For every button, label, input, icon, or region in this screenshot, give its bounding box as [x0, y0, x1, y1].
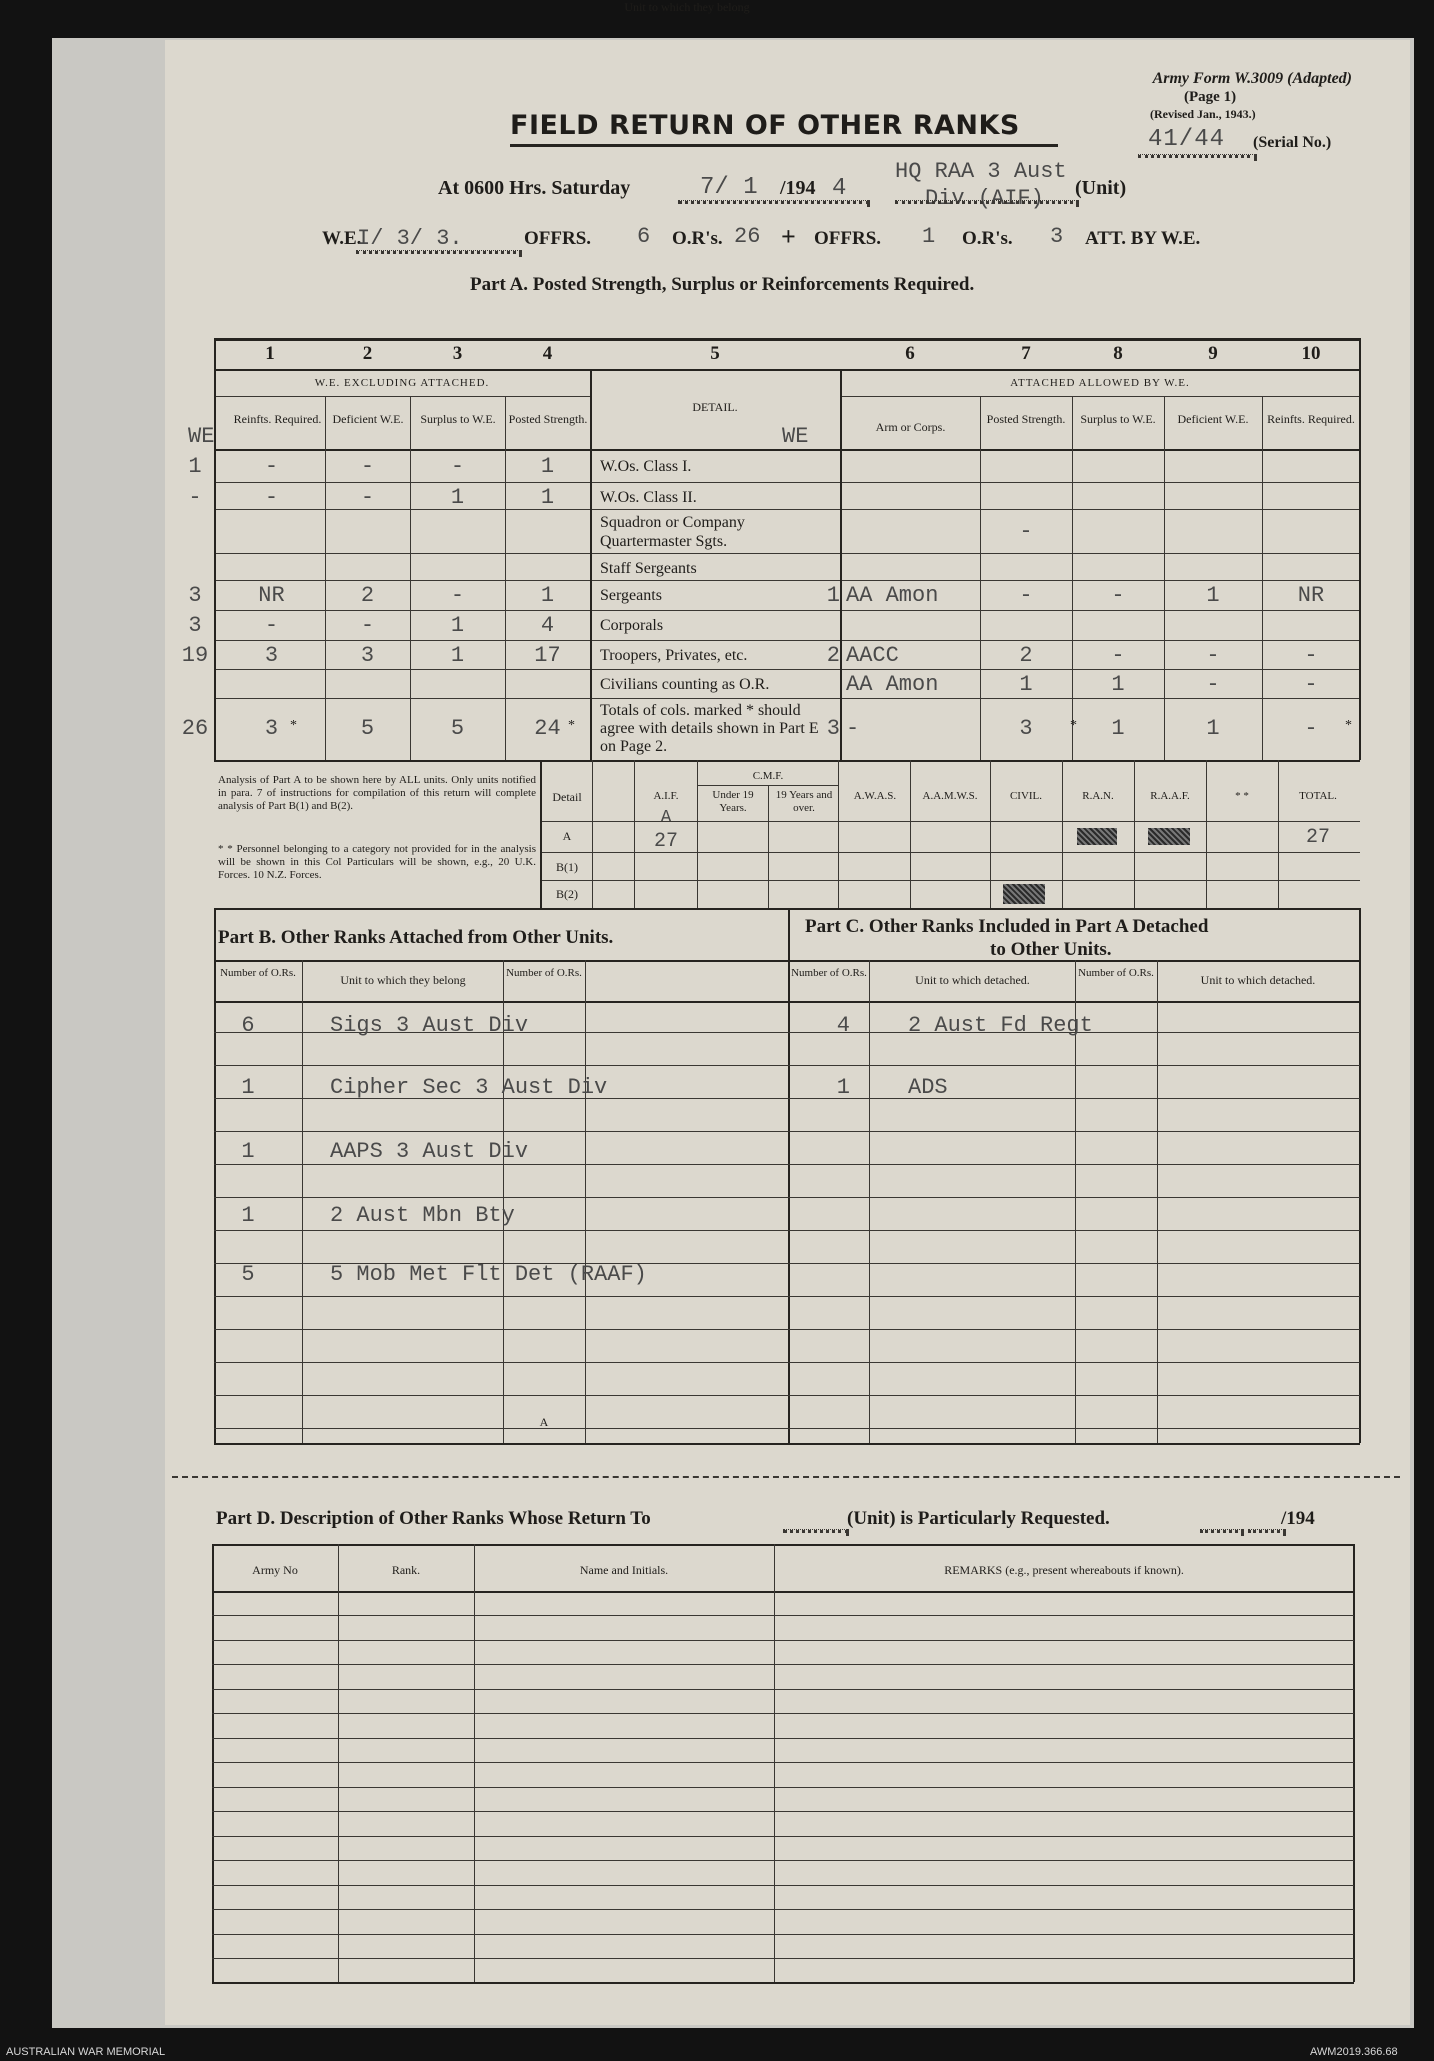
d-header-army-no: Army No: [252, 1563, 298, 1577]
ors-value-1: 26: [734, 224, 761, 249]
part-a-detail-label: W.Os. Class I.: [600, 457, 692, 475]
part-a-cell-c6: AA Amon: [846, 671, 939, 697]
asterisk-mark: *: [1070, 718, 1077, 733]
analysis-detail-label: Detail: [552, 790, 582, 804]
part-a-total-detail: Totals of cols. marked * should agree with details shown in Part E on Page 2.: [600, 702, 819, 755]
col-number: 10: [1301, 343, 1321, 364]
part-a-cell-c4: 1: [540, 484, 555, 510]
analysis-row-a: A: [562, 829, 572, 843]
part-b-number: 6: [241, 1013, 255, 1038]
caption-left: AUSTRALIAN WAR MEMORIAL: [6, 2046, 166, 2058]
ruled-line: [212, 1860, 1354, 1861]
ruled-line: [214, 1329, 1360, 1330]
analysis-note: Analysis of Part A to be shown here by ALL units. Only units notified in para. 7 of instructions for compilation of this return will complete analysis of Part B(1) and B(2).: [218, 774, 536, 812]
part-a-total-c9: 1: [1206, 716, 1220, 741]
part-b-unit: AAPS 3 Aust Div: [330, 1139, 529, 1164]
part-a-detail-label: Sergeants: [600, 587, 662, 604]
page-number: (Page 1): [1184, 89, 1237, 105]
d-header-rank: Rank.: [391, 1563, 421, 1577]
ruled-line: [212, 1640, 1354, 1641]
header-posted-strength: Posted Strength.: [508, 412, 588, 426]
we-column-label: WE: [782, 424, 809, 449]
part-a-cell-c3: 1: [450, 643, 465, 668]
form-title: FIELD RETURN OF OTHER RANKS: [510, 110, 1020, 141]
part-a-cell-c1: NR: [258, 583, 285, 608]
part-c-unit: 2 Aust Fd Regt: [908, 1013, 1093, 1038]
header-deficient-we-att: Deficient W.E.: [1177, 412, 1249, 426]
ruled-line: [212, 1664, 1354, 1665]
army-form-number: Army Form W.3009 (Adapted): [1152, 70, 1352, 87]
ruled-line: [212, 1909, 1354, 1910]
redacted-mark: [1077, 828, 1117, 845]
col-number: 4: [542, 343, 553, 364]
ruled-line: [214, 1131, 1360, 1132]
part-a-cell-c3: 1: [450, 484, 465, 510]
offrs-value-1: 6: [637, 224, 651, 249]
header-posted-strength-att: Posted Strength.: [986, 412, 1066, 426]
part-a-cell-we2: 2: [826, 643, 840, 668]
part-c-number: 4: [836, 1013, 850, 1038]
part-a-detail-label: Troopers, Privates, etc.: [600, 647, 748, 664]
col-number: 2: [362, 343, 373, 364]
col-number: 9: [1208, 343, 1218, 364]
we-label: W.E.: [322, 228, 362, 249]
part-a-cell-c8: -: [1111, 583, 1125, 608]
b-header-unit-1: Unit to which they belong: [340, 973, 466, 987]
analysis-row-b1: B(1): [556, 860, 578, 874]
offrs-label-1: OFFRS.: [524, 228, 592, 249]
ruled-line: [214, 1197, 1360, 1198]
part-a-cell-c2: 3: [360, 643, 375, 668]
part-a-cell-we: 19: [181, 643, 209, 668]
part-a-cell-c7: 2: [1019, 643, 1033, 668]
part-a-detail-label: W.Os. Class II.: [600, 488, 697, 506]
header-aif: A.I.F.: [653, 790, 679, 802]
col-number: 3: [452, 343, 463, 364]
part-a-cell-c4: 1: [540, 453, 555, 479]
ruled-line: [214, 1230, 1360, 1231]
part-d-title-mid: (Unit) is Particularly Requested.: [847, 1508, 1110, 1529]
header-other-category: * *: [1235, 790, 1249, 802]
unit-typed-line1: HQ RAA 3 Aust: [895, 159, 1067, 184]
header-aamws: A.A.M.W.S.: [922, 790, 978, 802]
part-a-title: Part A. Posted Strength, Surplus or Reinforcements Required.: [470, 274, 975, 295]
ruled-line: [212, 1787, 1354, 1788]
col-number: 1: [265, 343, 275, 364]
ruled-line: [212, 1713, 1354, 1714]
d-header-name: Name and Initials.: [579, 1563, 669, 1577]
ruled-line: [214, 1362, 1360, 1363]
part-a-total-c2: 5: [360, 716, 375, 741]
we-margin-label: WE: [188, 424, 215, 449]
part-a-cell-c1: -: [264, 453, 279, 479]
asterisk-mark: *: [1345, 718, 1352, 733]
part-a-cell-c4: 1: [540, 583, 555, 608]
serial-number-label: (Serial No.): [1253, 134, 1332, 151]
ruled-line: [212, 1615, 1354, 1616]
asterisk-mark: *: [568, 718, 575, 733]
we-typed: I/ 3/ 3.: [357, 226, 463, 251]
c-header-number-1: Number of O.Rs.: [791, 967, 867, 979]
ruled-line: [214, 1395, 1360, 1396]
ruled-line: [212, 1885, 1354, 1886]
part-b-number: 5: [241, 1262, 255, 1287]
part-a-cell-c4: 17: [534, 643, 561, 668]
part-a-cell-c1: 3: [264, 643, 279, 668]
header-civil: CIVIL.: [1009, 790, 1043, 802]
part-a-detail-label: Corporals: [600, 617, 664, 634]
ruled-line: [214, 1296, 1360, 1297]
caption-right: AWM2019.366.68: [1310, 2046, 1398, 2058]
at-hours-label: At 0600 Hrs. Saturday: [438, 177, 631, 199]
part-a-cell-c6: AACC: [846, 643, 899, 668]
part-a-total-c4: 24: [534, 716, 561, 741]
b-header-unit-2: Unit to which they belong: [624, 0, 750, 14]
date-year-suffix: /194: [780, 177, 816, 199]
part-c-number: 1: [836, 1075, 850, 1100]
part-a-cell-c10: -: [1304, 671, 1318, 697]
part-a-cell-c1: -: [264, 484, 279, 510]
part-a-detail-label: Staff Sergeants: [600, 559, 697, 577]
part-a-total-c7: 3: [1019, 716, 1033, 741]
part-a-detail-label: Civilians counting as O.R.: [600, 675, 770, 693]
ruled-line: [212, 1738, 1354, 1739]
header-under-19: Under 19 Years.: [712, 789, 754, 814]
part-a-total-c3: 5: [450, 716, 465, 741]
b-header-number-2: Number of O.Rs.: [506, 967, 582, 979]
offrs-label-2: OFFRS.: [814, 228, 882, 249]
ruled-line: [212, 1836, 1354, 1837]
group-header-we-excluding: W.E. EXCLUDING ATTACHED.: [314, 377, 490, 389]
plus-sign: +: [781, 222, 796, 251]
part-a-cell-c8: 1: [1111, 671, 1125, 697]
unit-typed-line2: Div (AIF): [925, 186, 1044, 211]
part-a-cell-c9: -: [1206, 671, 1220, 697]
perforation-line: [172, 1476, 1400, 1478]
part-a-cell-c4: 4: [540, 613, 555, 638]
ruled-line: [214, 1164, 1360, 1165]
part-a-cell-c2: -: [360, 484, 375, 510]
part-c-title: Part C. Other Ranks Included in Part A Detached: [805, 916, 1209, 937]
unit-label: (Unit): [1075, 177, 1127, 199]
header-surplus-to-we: Surplus to W.E.: [420, 412, 496, 426]
part-b-unit: Cipher Sec 3 Aust Div: [330, 1075, 608, 1100]
redacted-mark: [1148, 828, 1190, 845]
revised-date: (Revised Jan., 1943.): [1150, 107, 1256, 121]
part-b-number: 1: [241, 1075, 255, 1100]
ruled-line: [212, 1762, 1354, 1763]
part-c-title-2: to Other Units.: [990, 939, 1112, 960]
ors-value-2: 3: [1050, 224, 1064, 249]
c-header-number-2: Number of O.Rs.: [1078, 967, 1154, 979]
ruled-line: [212, 1811, 1354, 1812]
group-header-attached: ATTACHED ALLOWED BY W.E.: [1010, 377, 1190, 389]
asterisk-mark: *: [290, 718, 297, 733]
col-number: 7: [1021, 343, 1031, 364]
c-header-unit-1: Unit to which detached.: [915, 973, 1030, 987]
b-header-number-1: Number of O.Rs.: [220, 967, 296, 979]
att-by-we-label: ATT. BY W.E.: [1085, 228, 1201, 249]
c-header-unit-2: Unit to which detached.: [1200, 973, 1316, 987]
date-typed: 7/ 1: [700, 174, 758, 201]
d-header-remarks: REMARKS (e.g., present whereabouts if known).: [944, 1563, 1184, 1577]
part-d-date-tail: /194: [1281, 1508, 1315, 1529]
part-a-cell-c7: 1: [1019, 671, 1033, 697]
part-a-cell-c2: -: [360, 453, 375, 479]
part-a-cell-we: 3: [188, 583, 202, 608]
part-a-total-we: 26: [181, 716, 209, 741]
part-a-cell-c10: -: [1304, 643, 1318, 668]
part-b-title: Part B. Other Ranks Attached from Other Units.: [218, 927, 614, 948]
header-arm-or-corps: Arm or Corps.: [875, 420, 946, 434]
analysis-row-b2: B(2): [556, 887, 578, 901]
part-b-unit: 5 Mob Met Flt Det (RAAF): [330, 1262, 647, 1287]
part-a-cell-c7: -: [1019, 519, 1033, 544]
col-number: 8: [1113, 343, 1123, 364]
part-a-cell-we: -: [188, 484, 202, 510]
header-deficient-we: Deficient W.E.: [332, 412, 404, 426]
analysis-footnote: * * Personnel belonging to a category not provided for in the analysis will be shown in this Col Particulars will be shown, e.g., 20 U.K. Forces. 10 N.Z. Forces.: [218, 843, 536, 881]
part-b-bottom-marker: A: [539, 1415, 549, 1429]
header-surplus-to-we-att: Surplus to W.E.: [1080, 412, 1156, 426]
aif-typed-letter: A: [660, 808, 672, 828]
offrs-value-2: 1: [922, 224, 936, 249]
part-a-cell-c2: -: [360, 613, 375, 638]
part-a-cell-c3: -: [450, 583, 465, 608]
part-a-cell-we: 3: [188, 613, 202, 638]
ors-label-1: O.R's.: [672, 228, 723, 249]
part-a-cell-c2: 2: [360, 583, 375, 608]
cmf-header: C.M.F.: [752, 770, 784, 782]
part-a-total-c1: 3: [264, 716, 279, 741]
header-raaf: R.A.A.F.: [1150, 790, 1190, 802]
part-a-cell-c9: -: [1206, 643, 1220, 668]
part-a-cell-we: 1: [188, 453, 202, 479]
ors-label-2: O.R's.: [962, 228, 1013, 249]
part-a-cell-c8: -: [1111, 643, 1125, 668]
part-a-cell-c6: AA Amon: [846, 583, 939, 608]
date-year-digit: 4: [832, 175, 847, 202]
ruled-line: [212, 1934, 1354, 1935]
part-a-total-c6: -: [846, 716, 860, 741]
part-a-total-we2: 3: [826, 716, 840, 741]
detail-header: DETAIL.: [692, 400, 738, 414]
header-19-and-over: 19 Years and over.: [775, 789, 833, 814]
part-d-title: Part D. Description of Other Ranks Whose Return To: [216, 1508, 651, 1529]
ruled-line: [214, 1428, 1360, 1429]
part-a-cell-c3: 1: [450, 613, 465, 638]
part-a-detail-label: Squadron or Company Quartermaster Sgts.: [600, 514, 745, 550]
ruled-line: [214, 1065, 1360, 1066]
aif-value: 27: [653, 830, 678, 853]
part-a-cell-c7: -: [1019, 583, 1033, 608]
part-b-unit: Sigs 3 Aust Div: [330, 1013, 529, 1038]
header-ran: R.A.N.: [1082, 790, 1114, 802]
ruled-line: [212, 1958, 1354, 1959]
ruled-line: [212, 1689, 1354, 1690]
col-number: 5: [710, 343, 720, 364]
part-a-cell-c9: 1: [1206, 583, 1220, 608]
part-a-total-c8: 1: [1111, 716, 1125, 741]
header-awas: A.W.A.S.: [853, 790, 897, 802]
part-a-cell-c3: -: [450, 453, 465, 479]
part-a-cell-we2: 1: [826, 583, 840, 608]
part-a-cell-c10: NR: [1297, 583, 1325, 608]
col-number: 6: [905, 343, 915, 364]
header-reinfts-required: Reinfts. Required.: [233, 412, 322, 426]
header-total: TOTAL.: [1299, 790, 1337, 802]
part-a-cell-c1: -: [264, 613, 279, 638]
header-reinfts-required-att: Reinfts. Required.: [1267, 412, 1355, 426]
part-b-number: 1: [241, 1203, 255, 1228]
part-b-unit: 2 Aust Mbn Bty: [330, 1203, 515, 1228]
serial-number-value: 41/44: [1148, 126, 1226, 153]
total-value: 27: [1305, 826, 1330, 849]
redacted-mark: [1003, 884, 1045, 904]
part-c-unit: ADS: [908, 1075, 948, 1100]
part-b-number: 1: [241, 1139, 255, 1164]
part-a-total-c10: -: [1304, 716, 1318, 741]
